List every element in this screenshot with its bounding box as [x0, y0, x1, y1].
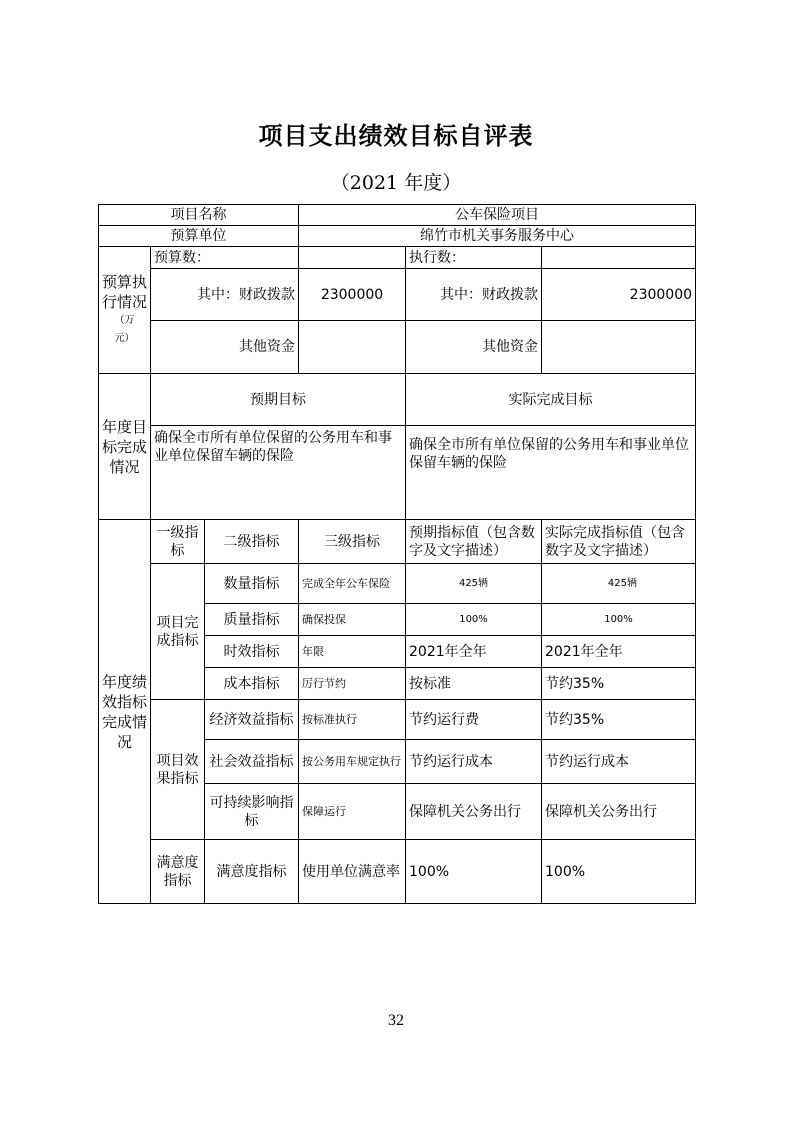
other-exec-value [542, 321, 696, 374]
row-budget-unit [99, 226, 696, 247]
expected-goal-text: 确保全市所有单位保留的公务用车和事业单位保留车辆的保险 [151, 426, 406, 520]
level3-cell: 按公务用车规定执行 [299, 740, 406, 784]
actual-cell: 节约35% [542, 668, 696, 700]
level3-cell: 保障运行 [299, 784, 406, 840]
goals-section-label: 年度目标完成情况 [99, 374, 151, 520]
exec-amount-label: 执行数： [406, 247, 542, 269]
level2-cell: 社会效益指标 [205, 740, 299, 784]
budget-unit-label: 预算单位 [99, 226, 299, 247]
group-satisfaction: 满意度指标 [151, 840, 205, 904]
fiscal-exec-label: 其中：财政拨款 [406, 269, 542, 321]
row-project-name [99, 205, 696, 226]
actual-goal-text: 确保全市所有单位保留的公务用车和事业单位保留车辆的保险 [406, 426, 696, 520]
self-evaluation-table [98, 204, 696, 904]
row-other-funds [99, 321, 696, 374]
fiscal-budget-label: 其中：财政拨款 [151, 269, 299, 321]
indicator-section-label: 年度绩效指标完成情况 [99, 520, 151, 904]
expected-cell: 节约运行成本 [406, 740, 542, 784]
actual-cell: 节约运行成本 [542, 740, 696, 784]
page-number: 32 [388, 1012, 404, 1029]
document-year: （2021 年度） [330, 172, 462, 194]
header-level3: 三级指标 [299, 520, 406, 564]
expected-cell: 425辆 [406, 564, 542, 604]
table-row [99, 700, 696, 740]
expected-cell: 100% [406, 840, 542, 904]
actual-cell: 425辆 [542, 564, 696, 604]
level3-cell: 按标准执行 [299, 700, 406, 740]
budget-amount-label: 预算数： [151, 247, 299, 269]
header-level1: 一级指标 [151, 520, 205, 564]
expected-cell: 按标准 [406, 668, 542, 700]
actual-cell: 2021年全年 [542, 636, 696, 668]
actual-goal-header: 实际完成目标 [406, 374, 696, 426]
unit-note-2: 元） [114, 333, 135, 344]
level2-cell: 满意度指标 [205, 840, 299, 904]
actual-cell: 100% [542, 604, 696, 636]
level3-cell: 确保投保 [299, 604, 406, 636]
level3-cell: 完成全年公车保险 [299, 564, 406, 604]
header-actual: 实际完成指标值（包含数字及文字描述） [542, 520, 696, 564]
row-budget-header [99, 247, 696, 269]
unit-note-1: （万 [114, 315, 135, 326]
other-exec-label: 其他资金 [406, 321, 542, 374]
row-goals-content [99, 426, 696, 520]
level3-cell: 年限 [299, 636, 406, 668]
level2-cell: 质量指标 [205, 604, 299, 636]
budget-section-text: 预算执行情况 [102, 273, 148, 311]
level3-cell: 使用单位满意率 [299, 840, 406, 904]
project-name-value: 公车保险项目 [299, 205, 696, 226]
document-title: 项目支出绩效目标自评表 [258, 122, 534, 150]
level2-cell: 可持续影响指标 [205, 784, 299, 840]
group-effect: 项目效果指标 [151, 700, 205, 840]
actual-cell: 保障机关公务出行 [542, 784, 696, 840]
exec-amount-value [542, 247, 696, 269]
level3-cell: 厉行节约 [299, 668, 406, 700]
fiscal-budget-value: 2300000 [299, 269, 406, 321]
budget-amount-value [299, 247, 406, 269]
level2-cell: 成本指标 [205, 668, 299, 700]
table-row [99, 564, 696, 604]
header-expected: 预期指标值（包含数字及文字描述） [406, 520, 542, 564]
other-budget-label: 其他资金 [151, 321, 299, 374]
project-name-label: 项目名称 [99, 205, 299, 226]
expected-cell: 100% [406, 604, 542, 636]
fiscal-exec-value: 2300000 [542, 269, 696, 321]
expected-cell: 保障机关公务出行 [406, 784, 542, 840]
expected-cell: 节约运行费 [406, 700, 542, 740]
expected-cell: 2021年全年 [406, 636, 542, 668]
expected-goal-header: 预期目标 [151, 374, 406, 426]
table-row [99, 840, 696, 904]
level2-cell: 经济效益指标 [205, 700, 299, 740]
group-completion: 项目完成指标 [151, 564, 205, 700]
actual-cell: 100% [542, 840, 696, 904]
level2-cell: 时效指标 [205, 636, 299, 668]
budget-unit-value: 绵竹市机关事务服务中心 [299, 226, 696, 247]
row-indicator-header [99, 520, 696, 564]
actual-cell: 节约35% [542, 700, 696, 740]
other-budget-value [299, 321, 406, 374]
header-level2: 二级指标 [205, 520, 299, 564]
budget-section-label [99, 247, 151, 374]
level2-cell: 数量指标 [205, 564, 299, 604]
row-goals-header [99, 374, 696, 426]
row-fiscal [99, 269, 696, 321]
